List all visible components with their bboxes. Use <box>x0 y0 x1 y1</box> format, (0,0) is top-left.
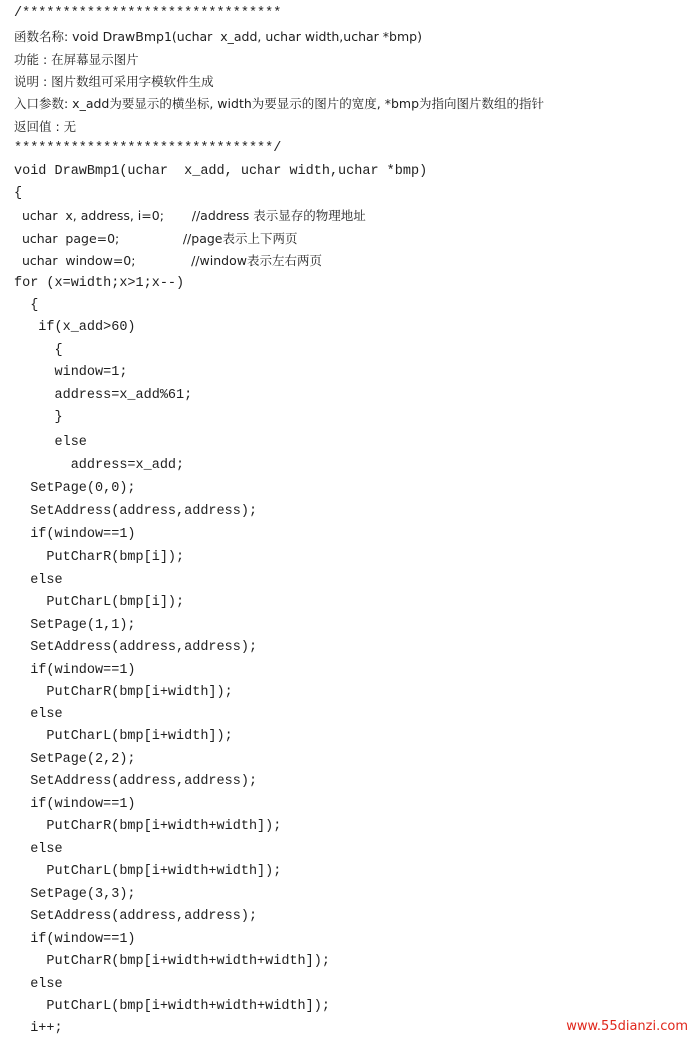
code-line: else <box>14 842 63 857</box>
code-line: SetAddress(address,address); <box>14 909 258 924</box>
comment-params: 入口参数: x_add为要显示的横坐标, width为要显示的图片的宽度, *bmp为指向图片数组的指针 <box>14 96 545 111</box>
code-line: PutCharR(bmp[i+width+width]); <box>14 819 282 834</box>
code-line: else <box>14 573 63 588</box>
code-line: { <box>14 298 39 313</box>
code-line: { <box>14 186 23 201</box>
code-line: PutCharR(bmp[i+width+width+width]); <box>14 954 330 969</box>
code-line: SetAddress(address,address); <box>14 640 258 655</box>
code-line: for (x=width;x>1;x--) <box>14 276 185 291</box>
code-line: i++; <box>14 1021 63 1036</box>
code-line: PutCharR(bmp[i+width]); <box>14 685 233 700</box>
comment-border-bottom: ********************************/ <box>14 141 282 156</box>
code-line: } <box>14 410 63 425</box>
code-line: SetPage(3,3); <box>14 887 136 902</box>
code-line: PutCharR(bmp[i]); <box>14 550 185 565</box>
code-line: uchar x, address, i=0; //address 表示显存的物理地址 <box>14 208 366 223</box>
comment-border-top: /******************************** <box>14 6 282 21</box>
code-line: PutCharL(bmp[i+width+width+width]); <box>14 999 330 1014</box>
code-line: uchar page=0; //page表示上下两页 <box>14 231 298 246</box>
code-line: PutCharL(bmp[i+width]); <box>14 729 233 744</box>
code-line: uchar window=0; //window表示左右两页 <box>14 253 322 268</box>
code-line: if(window==1) <box>14 527 136 542</box>
code-line: SetPage(1,1); <box>14 618 136 633</box>
code-line: { <box>14 343 63 358</box>
code-line: SetPage(2,2); <box>14 752 136 767</box>
code-line: window=1; <box>14 365 128 380</box>
code-line: SetAddress(address,address); <box>14 504 258 519</box>
site-watermark: www.55dianzi.com <box>566 1019 688 1034</box>
comment-function-name: 函数名称: void DrawBmp1(uchar x_add, uchar width,uchar *bmp) <box>14 29 422 44</box>
code-line: SetPage(0,0); <box>14 481 136 496</box>
code-line: address=x_add%61; <box>14 388 193 403</box>
code-line: else <box>14 977 63 992</box>
code-line: SetAddress(address,address); <box>14 774 258 789</box>
code-line: address=x_add; <box>14 458 185 473</box>
code-line: if(x_add>60) <box>14 320 136 335</box>
code-line: else <box>14 707 63 722</box>
code-line: else <box>14 435 87 450</box>
code-line: if(window==1) <box>14 797 136 812</box>
code-line: if(window==1) <box>14 663 136 678</box>
code-line: PutCharL(bmp[i]); <box>14 595 185 610</box>
comment-description: 说明 : 图片数组可采用字模软件生成 <box>14 74 214 89</box>
function-signature: void DrawBmp1(uchar x_add, uchar width,uchar *bmp) <box>14 164 428 179</box>
comment-return: 返回值 : 无 <box>14 119 77 134</box>
code-line: PutCharL(bmp[i+width+width]); <box>14 864 282 879</box>
comment-function: 功能 : 在屏幕显示图片 <box>14 52 139 67</box>
code-line: if(window==1) <box>14 932 136 947</box>
